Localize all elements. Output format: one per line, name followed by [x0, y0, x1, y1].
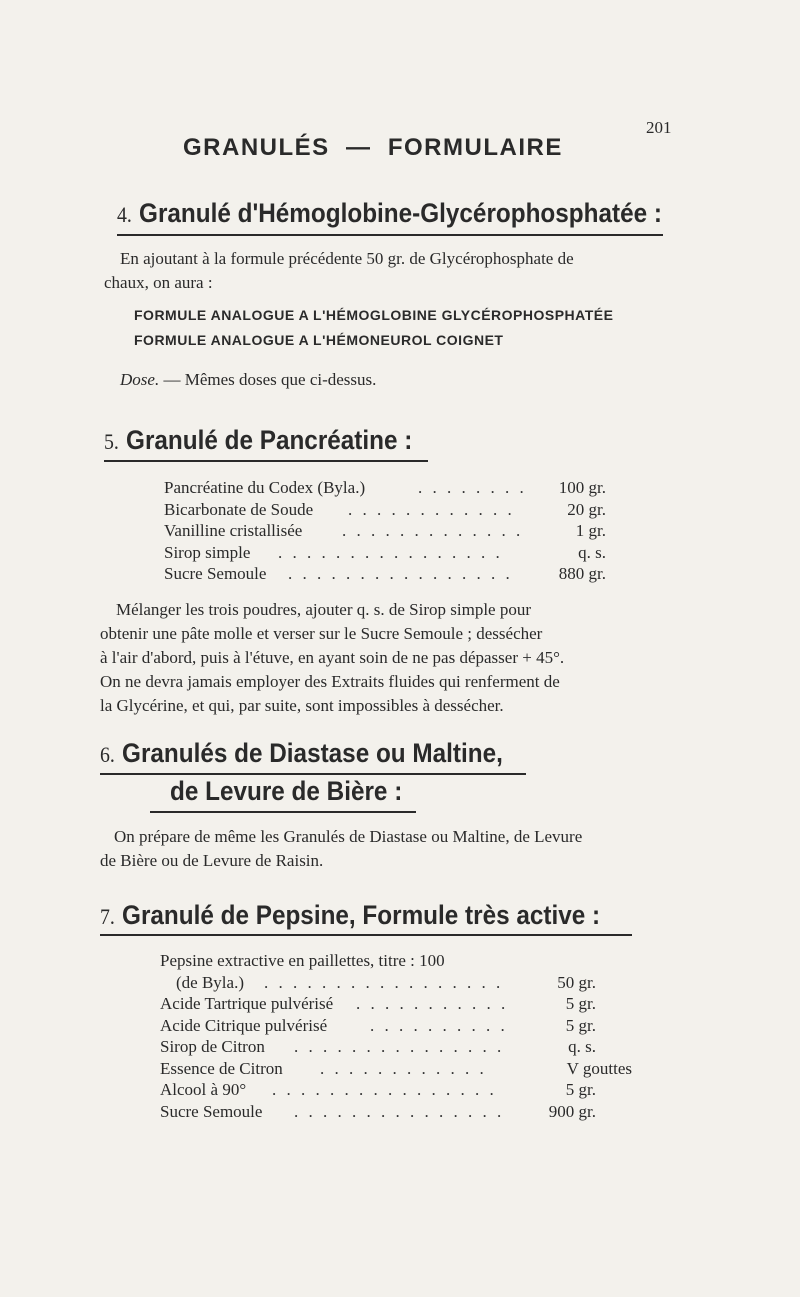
formula-line: FORMULE ANALOGUE A L'HÉMONEUROL COIGNET [134, 332, 504, 348]
ingredient-name: Acide Tartrique pulvérisé [160, 994, 334, 1013]
ingredient-row [160, 1037, 632, 1059]
leader-dots: . . . . . . . . . . . . . [342, 521, 524, 540]
text-line: de Bière ou de Levure de Raisin. [100, 851, 324, 870]
leader-dots: . . . . . . . . . . . . [348, 499, 515, 519]
text-line: En ajoutant à la formule précédente 50 gr. de Glycérophosphate de [120, 249, 574, 268]
ingredient-quantity: V gouttes [566, 1058, 632, 1078]
section-number: 6. [100, 742, 115, 767]
ingredient-row [160, 1102, 632, 1124]
heading-underline [100, 773, 526, 775]
text-line: chaux, on aura : [104, 273, 213, 292]
ingredient-name: Essence de Citron [160, 1058, 283, 1078]
ingredient-row [160, 994, 632, 1016]
heading-underline [117, 234, 663, 236]
text-line: On ne devra jamais employer des Extraits fluides qui renferment de [100, 672, 560, 691]
ingredient-quantity: q. s. [578, 542, 606, 562]
section-number: 4. [117, 202, 132, 227]
ingredient-row [164, 543, 606, 565]
section-6-text [100, 825, 670, 873]
ingredient-quantity: 5 gr. [565, 994, 596, 1013]
leader-dots: . . . . . . . . . . [370, 1015, 508, 1035]
leader-dots: . . . . . . . . . . . . . . . . . [264, 972, 504, 992]
dose-label: Dose. [120, 370, 160, 389]
section-title: Granulés de Diastase ou Maltine, [122, 738, 503, 768]
ingredient-quantity: q. s. [568, 1037, 596, 1056]
ingredient-quantity: 5 gr. [565, 1080, 596, 1099]
formula-line: FORMULE ANALOGUE A L'HÉMOGLOBINE GLYCÉROPHOSPHATÉE [134, 307, 614, 323]
heading-underline [100, 934, 632, 936]
section-5-instructions [100, 598, 670, 718]
ingredient-name: Sirop de Citron [160, 1037, 265, 1056]
ingredient-quantity: 20 gr. [567, 499, 606, 519]
ingredient-row [160, 1016, 632, 1038]
dose-note [120, 370, 376, 390]
heading-underline [104, 460, 428, 462]
ingredient-row [164, 500, 606, 522]
section-6-heading-continued: de Levure de Bière : [170, 776, 403, 806]
ingredient-name: Bicarbonate de Soude [164, 499, 314, 519]
dose-text: — Mêmes doses que ci-dessus. [159, 370, 377, 389]
ingredient-name: Alcool à 90° [160, 1080, 247, 1099]
text-line: On prépare de même les Granulés de Diastase ou Maltine, de Levure [114, 827, 583, 846]
ingredient-row [160, 973, 632, 995]
section-title: Granulé de Pepsine, Formule très active : [122, 900, 601, 930]
leader-dots: . . . . . . . . . . . [356, 994, 509, 1013]
ingredient-name: Sucre Semoule [160, 1101, 263, 1121]
section-6-heading [100, 738, 503, 769]
ingredient-quantity: 1 gr. [575, 521, 606, 540]
ingredient-quantity: 880 gr. [558, 564, 606, 583]
section-title: Granulé d'Hémoglobine-Glycérophosphatée : [139, 198, 662, 228]
section-4-heading [117, 198, 662, 229]
leader-dots: . . . . . . . . . . . . . . . . [278, 542, 503, 562]
text-line: Mélanger les trois poudres, ajouter q. s. de Sirop simple pour [116, 600, 532, 619]
section-number: 7. [100, 904, 115, 929]
section-5-recipe [164, 478, 606, 586]
text-line: à l'air d'abord, puis à l'étuve, en ayant soin de ne pas dépasser + 45°. [100, 648, 565, 667]
ingredient-quantity: 900 gr. [548, 1101, 596, 1121]
leader-dots: . . . . . . . . [418, 478, 527, 497]
ingredient-row [164, 478, 606, 500]
leader-dots: . . . . . . . . . . . . . . . [294, 1037, 505, 1056]
section-7-recipe [160, 951, 632, 1123]
ingredient-row [164, 564, 606, 586]
section-number: 5. [104, 429, 119, 454]
ingredient-row [160, 951, 632, 973]
ingredient-row [164, 521, 606, 543]
section-5-heading [104, 425, 412, 456]
ingredient-name: Sirop simple [164, 542, 251, 562]
ingredient-quantity: 100 gr. [558, 478, 606, 497]
ingredient-row [160, 1059, 632, 1081]
ingredient-name: Pepsine extractive en paillettes, titre : 100 [160, 951, 445, 970]
section-4-intro [104, 247, 672, 295]
running-head: GRANULÉS — FORMULAIRE [183, 134, 563, 161]
ingredient-name: (de Byla.) [176, 972, 244, 992]
leader-dots: . . . . . . . . . . . . . . . . [272, 1080, 497, 1099]
leader-dots: . . . . . . . . . . . . [320, 1058, 487, 1078]
ingredient-name: Acide Citrique pulvérisé [160, 1015, 328, 1035]
ingredient-name: Sucre Semoule [164, 564, 267, 583]
ingredient-name: Pancréatine du Codex (Byla.) [164, 478, 366, 497]
leader-dots: . . . . . . . . . . . . . . . [294, 1101, 505, 1121]
ingredient-name: Vanilline cristallisée [164, 521, 303, 540]
page-number: 201 [646, 118, 672, 137]
text-line: la Glycérine, et qui, par suite, sont impossibles à dessécher. [100, 696, 504, 715]
ingredient-quantity: 5 gr. [565, 1015, 596, 1035]
text-line: obtenir une pâte molle et verser sur le Sucre Semoule ; dessécher [100, 624, 543, 643]
section-7-heading [100, 900, 600, 931]
section-title: Granulé de Pancréatine : [126, 425, 413, 455]
ingredient-quantity: 50 gr. [557, 972, 596, 992]
leader-dots: . . . . . . . . . . . . . . . . [288, 564, 513, 583]
heading-underline [150, 811, 416, 813]
ingredient-row [160, 1080, 632, 1102]
